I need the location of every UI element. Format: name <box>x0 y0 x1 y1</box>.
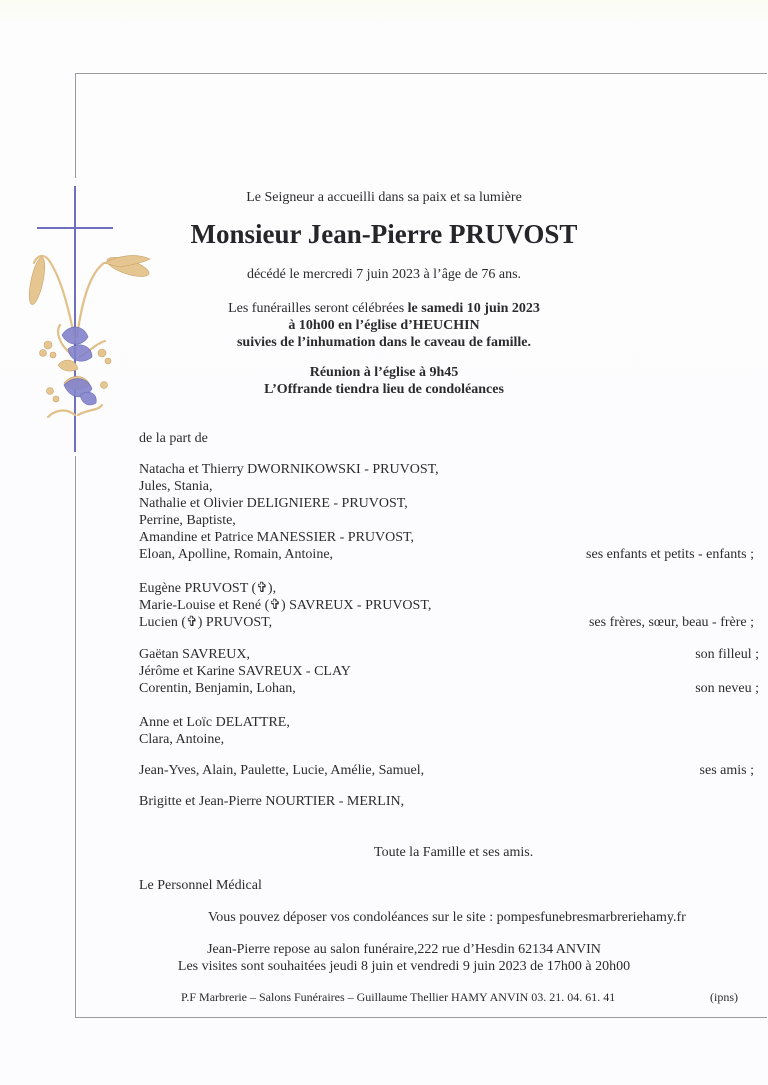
meeting-time: Réunion à l’église à 9h45 <box>309 365 459 380</box>
visiting-hours: Les visites sont souhaitées jeudi 8 juin et vendredi 9 juin 2023 de 17h00 à 20h00 <box>177 959 631 974</box>
family-line: Brigitte et Jean-Pierre NOURTIER - MERLIN, <box>139 794 405 809</box>
funeral-home-info: P.F Marbrerie – Salons Funéraires – Guillaume Thellier HAMY ANVIN 03. 21. 04. 61. 41 <box>181 990 616 1004</box>
relation-label: ses enfants et petits - enfants ; <box>586 547 754 562</box>
relation-label: son neveu ; <box>695 681 759 696</box>
family-line: Lucien (✞) PRUVOST, <box>139 615 273 630</box>
relation-label: ses amis ; <box>699 763 754 778</box>
family-line: Marie-Louise et René (✞) SAVREUX - PRUVOST, <box>139 598 432 613</box>
family-line: Clara, Antoine, <box>139 732 225 747</box>
frame-left-border-lower <box>75 456 76 1018</box>
family-line: Jérôme et Karine SAVREUX - CLAY <box>139 664 351 679</box>
burial-info: suivies de l’inhumation dans le caveau de famille. <box>236 335 532 350</box>
closing-text: Toute la Famille et ses amis. <box>374 845 534 860</box>
family-line: Gaëtan SAVREUX, <box>139 647 250 662</box>
ipns-note: (ipns) <box>710 990 738 1004</box>
family-line: Jean-Yves, Alain, Paulette, Lucie, Amélie, Samuel, <box>139 763 425 778</box>
deceased-name: Monsieur Jean-Pierre PRUVOST <box>190 219 578 249</box>
funeral-location: à 10h00 en l’église d’HEUCHIN <box>288 318 480 333</box>
relation-label: ses frères, sœur, beau - frère ; <box>588 615 754 630</box>
funeral-intro: Les funérailles seront célébrées <box>228 301 408 316</box>
condolences-website: Vous pouvez déposer vos condoléances sur le site : pompesfunebresmarbreriehamy.fr <box>208 910 686 925</box>
resting-place: Jean-Pierre repose au salon funéraire,222 rue d’Hesdin 62134 ANVIN <box>207 942 601 957</box>
family-line: Eugène PRUVOST (✞), <box>139 581 277 596</box>
family-line: Eloan, Apolline, Romain, Antoine, <box>139 547 334 562</box>
family-line: Natacha et Thierry DWORNIKOWSKI - PRUVOST, <box>139 462 439 477</box>
family-line: Anne et Loïc DELATTRE, <box>139 715 290 730</box>
family-line: Perrine, Baptiste, <box>139 513 236 528</box>
offering-note: L’Offrande tiendra lieu de condoléances <box>264 382 504 397</box>
family-line: Jules, Stania, <box>139 479 213 494</box>
funeral-date: le samedi 10 juin 2023 <box>407 301 540 316</box>
relation-label: son filleul ; <box>695 647 759 662</box>
frame-bottom-border <box>75 1017 767 1018</box>
from-label: de la part de <box>139 431 208 446</box>
family-line: Amandine et Patrice MANESSIER - PRUVOST, <box>139 530 415 545</box>
frame-left-border-upper <box>75 73 76 178</box>
invocation-text: Le Seigneur a accueilli dans sa paix et sa lumière <box>246 190 522 205</box>
frame-top-border <box>75 73 767 74</box>
medical-staff: Le Personnel Médical <box>139 878 262 893</box>
family-line: Corentin, Benjamin, Lohan, <box>139 681 296 696</box>
family-line: Nathalie et Olivier DELIGNIERE - PRUVOST, <box>139 496 408 511</box>
funeral-date-line <box>0 300 768 317</box>
death-notice: décédé le mercredi 7 juin 2023 à l’âge de 76 ans. <box>246 267 522 282</box>
